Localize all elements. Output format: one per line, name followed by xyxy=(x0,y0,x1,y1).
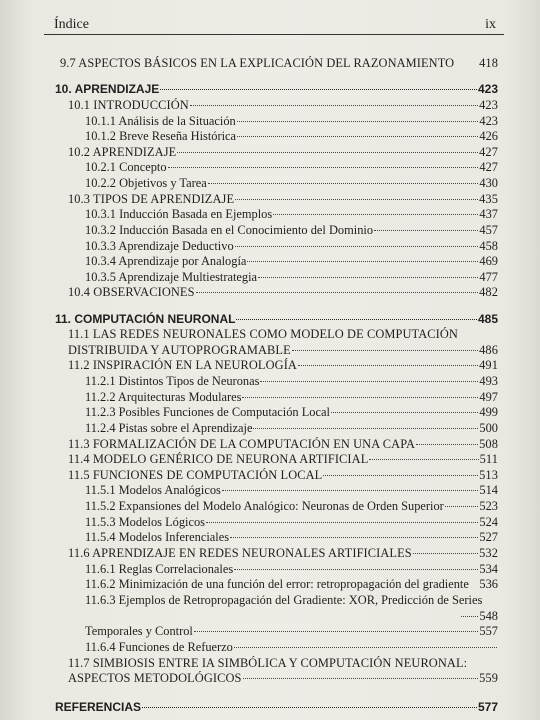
dot-leader xyxy=(168,166,479,168)
toc-entry xyxy=(85,530,498,545)
toc-entry-title: DISTRIBUIDA Y AUTOPROGRAMABLE xyxy=(68,343,291,357)
dot-leader xyxy=(260,380,478,382)
toc-entry-title: 10.1 INTRODUCCIÓN xyxy=(68,98,189,112)
toc-entry-title: 10.1.1 Análisis de la Situación xyxy=(85,114,236,128)
dot-leader xyxy=(331,411,478,413)
dot-leader xyxy=(236,318,477,320)
toc-entry xyxy=(68,327,498,342)
toc-entry-title: 11.5 FUNCIONES DE COMPUTACIÓN LOCAL xyxy=(68,468,323,482)
toc-entry-page: 435 xyxy=(479,192,498,206)
toc-entry-title: 11.2 INSPIRACIÓN EN LA NEUROLOGÍA xyxy=(68,358,297,372)
toc-entry xyxy=(85,160,498,175)
toc-entry-title: 11.2.1 Distintos Tipos de Neuronas xyxy=(85,374,260,388)
toc-entry-title: 11.4 MODELO GENÉRICO DE NEURONA ARTIFICIAL xyxy=(68,452,369,466)
toc-entry xyxy=(85,499,498,514)
dot-leader xyxy=(242,396,478,398)
toc-entry xyxy=(68,452,498,467)
toc-entry-title: 10.2 APRENDIZAJE xyxy=(68,145,177,159)
toc-entry xyxy=(85,390,498,405)
toc-entry xyxy=(85,374,498,389)
toc-entry-page: 423 xyxy=(479,98,498,112)
header-section-title: Índice xyxy=(54,17,89,32)
dot-leader xyxy=(461,615,478,617)
toc-entry-page: 482 xyxy=(479,285,498,299)
dot-leader xyxy=(234,568,478,570)
dot-leader xyxy=(253,427,478,429)
toc-entry xyxy=(85,577,498,592)
toc-entry-page: 437 xyxy=(479,207,498,221)
toc-entry-page: 499 xyxy=(479,405,498,419)
toc-entry-title: ASPECTOS METODOLÓGICOS xyxy=(68,671,242,685)
toc-entry-page: 557 xyxy=(479,624,498,638)
toc-entry-title: 11.5.4 Modelos Inferenciales xyxy=(85,530,230,544)
dot-leader xyxy=(208,182,479,184)
dot-leader xyxy=(273,213,478,215)
toc-entry xyxy=(68,98,498,113)
dot-leader xyxy=(235,245,479,247)
toc-entry-page: 427 xyxy=(479,145,498,159)
toc-entry-title: REFERENCIAS xyxy=(55,700,142,714)
toc-entry-page: 427 xyxy=(479,160,498,174)
dot-leader xyxy=(142,706,477,708)
header-page-number: ix xyxy=(485,17,496,32)
toc-entry-title: 10.3.2 Inducción Basada en el Conocimiento del Dominio xyxy=(85,223,374,237)
toc-entry-title: 11.6.3 Ejemplos de Retropropagación del Gradiente: XOR, Predicción de Series xyxy=(85,593,483,607)
toc-entry xyxy=(85,483,498,498)
toc-entry-page: 536 xyxy=(479,577,498,591)
toc-entry-title: 11. COMPUTACIÓN NEURONAL xyxy=(55,312,236,326)
toc-entry-page: 486 xyxy=(479,343,498,357)
toc-entry-title: 11.6.1 Reglas Correlacionales xyxy=(85,562,234,576)
toc-entry-page: 491 xyxy=(479,358,498,372)
toc-entry xyxy=(68,343,498,358)
toc-entry-page: 514 xyxy=(479,483,498,497)
dot-leader xyxy=(323,474,478,476)
toc-entry-page: 485 xyxy=(477,312,498,326)
toc-entry xyxy=(85,114,498,129)
toc-entry xyxy=(68,671,498,686)
toc-entry-page: 497 xyxy=(479,390,498,404)
toc-entry-title: 11.7 SIMBIOSIS ENTRE IA SIMBÓLICA Y COMPUTACIÓN NEURONAL: xyxy=(68,656,468,670)
toc-entry-page: 477 xyxy=(479,270,498,284)
toc-entry xyxy=(85,562,498,577)
dot-leader xyxy=(235,198,478,200)
toc-entry xyxy=(55,312,498,327)
dot-leader xyxy=(230,536,478,538)
toc-entry-page: 423 xyxy=(477,82,498,96)
toc-entry-title: 10.3.1 Inducción Basada en Ejemplos xyxy=(85,207,273,221)
toc-entry-page: 524 xyxy=(479,515,498,529)
toc-entry-title: 9.7 ASPECTOS BÁSICOS EN LA EXPLICACIÓN DEL RAZONAMIENTO xyxy=(60,56,455,70)
dot-leader xyxy=(445,505,479,507)
toc-entry-title: 10. APRENDIZAJE xyxy=(55,82,160,96)
toc-entry-page: 493 xyxy=(479,374,498,388)
dot-leader xyxy=(298,364,478,366)
dot-leader xyxy=(222,489,479,491)
toc-entry xyxy=(460,609,498,624)
toc-entry-page: 418 xyxy=(479,56,498,70)
toc-entry-page: 577 xyxy=(477,700,498,714)
toc-entry-title: 10.3.5 Aprendizaje Multiestrategia xyxy=(85,270,258,284)
toc-entry-title: Temporales y Control xyxy=(85,624,193,638)
toc-entry-title: 11.6.2 Minimización de una función del error: retropropagación del gradiente xyxy=(85,577,469,591)
toc-entry xyxy=(68,285,498,300)
toc-entry-title: 11.1 LAS REDES NEURONALES COMO MODELO DE COMPUTACIÓN xyxy=(68,327,458,341)
dot-leader xyxy=(237,135,478,137)
toc-entry-page: 548 xyxy=(479,609,498,623)
dot-leader xyxy=(190,104,478,106)
dot-leader xyxy=(369,458,478,460)
dot-leader xyxy=(247,260,478,262)
toc-entry-title: 11.6 APRENDIZAJE EN REDES NEURONALES ARTIFICIALES xyxy=(68,546,412,560)
toc-entry xyxy=(55,700,498,715)
toc-entry xyxy=(85,421,498,436)
toc-entry xyxy=(85,593,498,608)
toc-entry-page: 508 xyxy=(479,437,498,451)
toc-entry-page: 458 xyxy=(479,239,498,253)
toc-entry xyxy=(85,239,498,254)
dot-leader xyxy=(177,151,478,153)
toc-entry-title: 11.2.4 Pistas sobre el Aprendizaje xyxy=(85,421,253,435)
toc-entry-page: 513 xyxy=(479,468,498,482)
toc-entry xyxy=(85,223,498,238)
dot-leader xyxy=(258,276,478,278)
toc-entry-title: 10.2.2 Objetivos y Tarea xyxy=(85,176,207,190)
dot-leader xyxy=(374,229,478,231)
toc-entry xyxy=(68,468,498,483)
toc-entry-page: 523 xyxy=(479,499,498,513)
toc-entry-title: 10.3.3 Aprendizaje Deductivo xyxy=(85,239,234,253)
toc-entry xyxy=(85,176,498,191)
toc-entry xyxy=(68,145,498,160)
toc-entry-page: 426 xyxy=(479,129,498,143)
dot-leader xyxy=(292,349,478,351)
toc-entry xyxy=(85,254,498,269)
toc-entry-title: 11.5.2 Expansiones del Modelo Analógico: Neuronas de Orden Superior xyxy=(85,499,444,513)
toc-entry-title: 11.5.3 Modelos Lógicos xyxy=(85,515,205,529)
toc-entry-title: 10.3 TIPOS DE APRENDIZAJE xyxy=(68,192,235,206)
toc-entry-title: 10.1.2 Breve Reseña Histórica xyxy=(85,129,237,143)
toc-entry xyxy=(68,192,498,207)
toc-entry xyxy=(85,129,498,144)
toc-entry-title: 11.3 FORMALIZACIÓN DE LA COMPUTACIÓN EN UNA CAPA xyxy=(68,437,416,451)
dot-leader xyxy=(160,88,477,90)
toc-entry-title: 11.2.2 Arquitecturas Modulares xyxy=(85,390,242,404)
toc-entry-title: 11.5.1 Modelos Analógicos xyxy=(85,483,221,497)
toc-entry-title: 11.2.3 Posibles Funciones de Computación Local xyxy=(85,405,330,419)
toc-entry xyxy=(68,656,498,671)
dot-leader xyxy=(234,646,497,648)
toc-entry-page: 500 xyxy=(479,421,498,435)
toc-entry xyxy=(85,640,498,655)
toc-entry-title: 10.4 OBSERVACIONES xyxy=(68,285,195,299)
toc-entry xyxy=(68,546,498,561)
toc-entry-page: 430 xyxy=(479,176,498,190)
dot-leader xyxy=(243,677,479,679)
dot-leader xyxy=(194,630,479,632)
toc-entry-title: 10.2.1 Concepto xyxy=(85,160,167,174)
toc-entry-page: 559 xyxy=(479,671,498,685)
toc-entry-page: 457 xyxy=(479,223,498,237)
toc-entry-page: 534 xyxy=(479,562,498,576)
toc-entry xyxy=(85,207,498,222)
toc-entry-page: 532 xyxy=(479,546,498,560)
dot-leader xyxy=(413,552,478,554)
toc-entry-page: 527 xyxy=(479,530,498,544)
toc-entry-page: 423 xyxy=(479,114,498,128)
toc-entry-title: 10.3.4 Aprendizaje por Analogía xyxy=(85,254,247,268)
toc-entry xyxy=(85,624,498,639)
toc-entry xyxy=(68,437,498,452)
dot-leader xyxy=(237,120,479,122)
toc-entry xyxy=(85,515,498,530)
toc-entry-page: 469 xyxy=(479,254,498,268)
toc-entry-page: 511 xyxy=(479,452,498,466)
toc-entry xyxy=(85,270,498,285)
toc-entry xyxy=(68,358,498,373)
dot-leader xyxy=(196,291,479,293)
toc-entry xyxy=(60,56,498,71)
toc-entry xyxy=(55,82,498,97)
toc-entry xyxy=(85,405,498,420)
dot-leader xyxy=(206,521,478,523)
toc-entry-title: 11.6.4 Funciones de Refuerzo xyxy=(85,640,233,654)
dot-leader xyxy=(416,443,478,445)
